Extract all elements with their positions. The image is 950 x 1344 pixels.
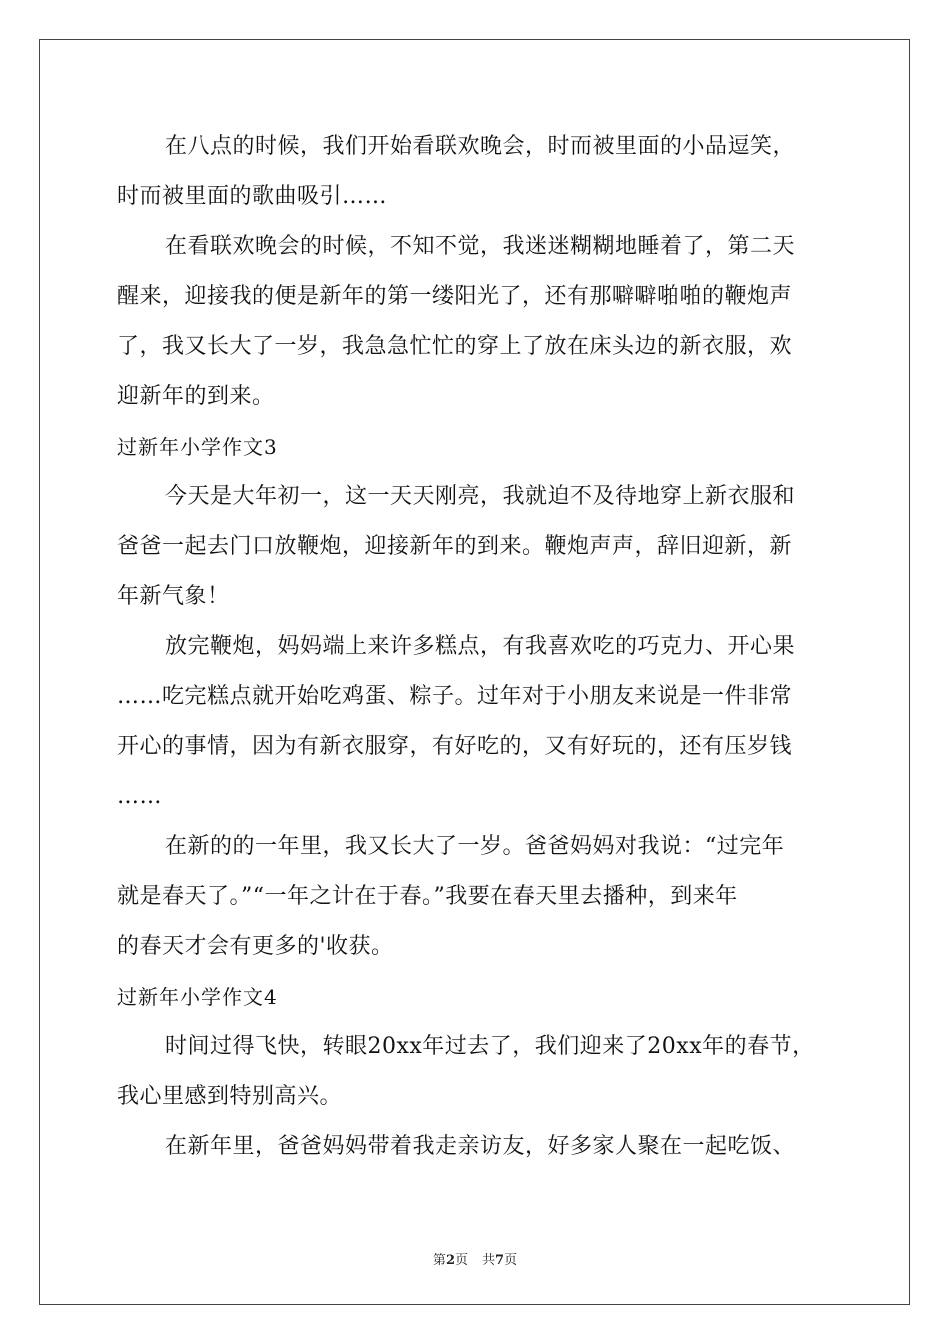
page-footer [0,1249,950,1268]
heading-text: 过新年小学作文3 [117,435,278,459]
paragraph-line: ……吃完糕点就开始吃鸡蛋、粽子。过年对于小朋友来说是一件非常 [117,684,793,709]
paragraph [117,1122,837,1172]
paragraph-line: 就是春天了。”“一年之计在于春。”我要在春天里去播种，到来年 [117,884,738,909]
paragraph-line: 在看联欢晚会的时候，不知不觉，我迷迷糊糊地睡着了，第二天 [165,234,796,259]
paragraph-line: 爸爸一起去门口放鞭炮，迎接新年的到来。鞭炮声声，辞旧迎新，新 [117,534,793,559]
paragraph-line: 醒来，迎接我的便是新年的第一缕阳光了，还有那噼噼啪啪的鞭炮声 [117,284,793,309]
paragraph [117,122,837,222]
page-label-prefix: 第 [432,1253,446,1268]
paragraph-line: 迎新年的到来。 [117,384,275,409]
heading-text: 过新年小学作文4 [117,985,278,1009]
paragraph-line: 了，我又长大了一岁，我急急忙忙的穿上了放在床头边的新衣服，欢 [117,334,793,359]
paragraph-line: 今天是大年初一，这一天天刚亮，我就迫不及待地穿上新衣服和 [165,484,796,509]
paragraph [117,472,837,622]
current-page-number: 2 [445,1253,455,1268]
paragraph-line: 放完鞭炮，妈妈端上来许多糕点，有我喜欢吃的巧克力、开心果 [165,634,796,659]
paragraph [117,222,837,422]
paragraph-line: 年新气象！ [117,584,230,609]
paragraph [117,822,837,972]
paragraph-line: 开心的事情，因为有新衣服穿，有好吃的，又有好玩的，还有压岁钱 [117,734,793,759]
total-label-suffix: 页 [504,1253,518,1268]
total-page-number: 7 [495,1253,505,1268]
paragraph-line: 在新年里，爸爸妈妈带着我走亲访友，好多家人聚在一起吃饭、 [165,1134,796,1159]
paragraph-line: 时而被里面的歌曲吸引…… [117,184,388,209]
section-heading [117,422,837,472]
paragraph-line: 我心里感到特别高兴。 [117,1084,343,1109]
page-label-suffix: 页 [454,1253,468,1268]
document-body [117,122,837,1172]
paragraph-line: 时间过得飞快，转眼20xx年过去了，我们迎来了20xx年的春节， [165,1034,815,1059]
paragraph-line: 在八点的时候，我们开始看联欢晚会，时而被里面的小品逗笑， [165,134,796,159]
paragraph-line: 在新的的一年里，我又长大了一岁。爸爸妈妈对我说：“过完年 [165,834,785,859]
section-heading [117,972,837,1022]
total-label-prefix: 共 [482,1253,496,1268]
paragraph [117,1022,837,1122]
paragraph [117,622,837,822]
paragraph-line: …… [117,784,162,809]
paragraph-line: 的春天才会有更多的'收获。 [117,934,394,959]
